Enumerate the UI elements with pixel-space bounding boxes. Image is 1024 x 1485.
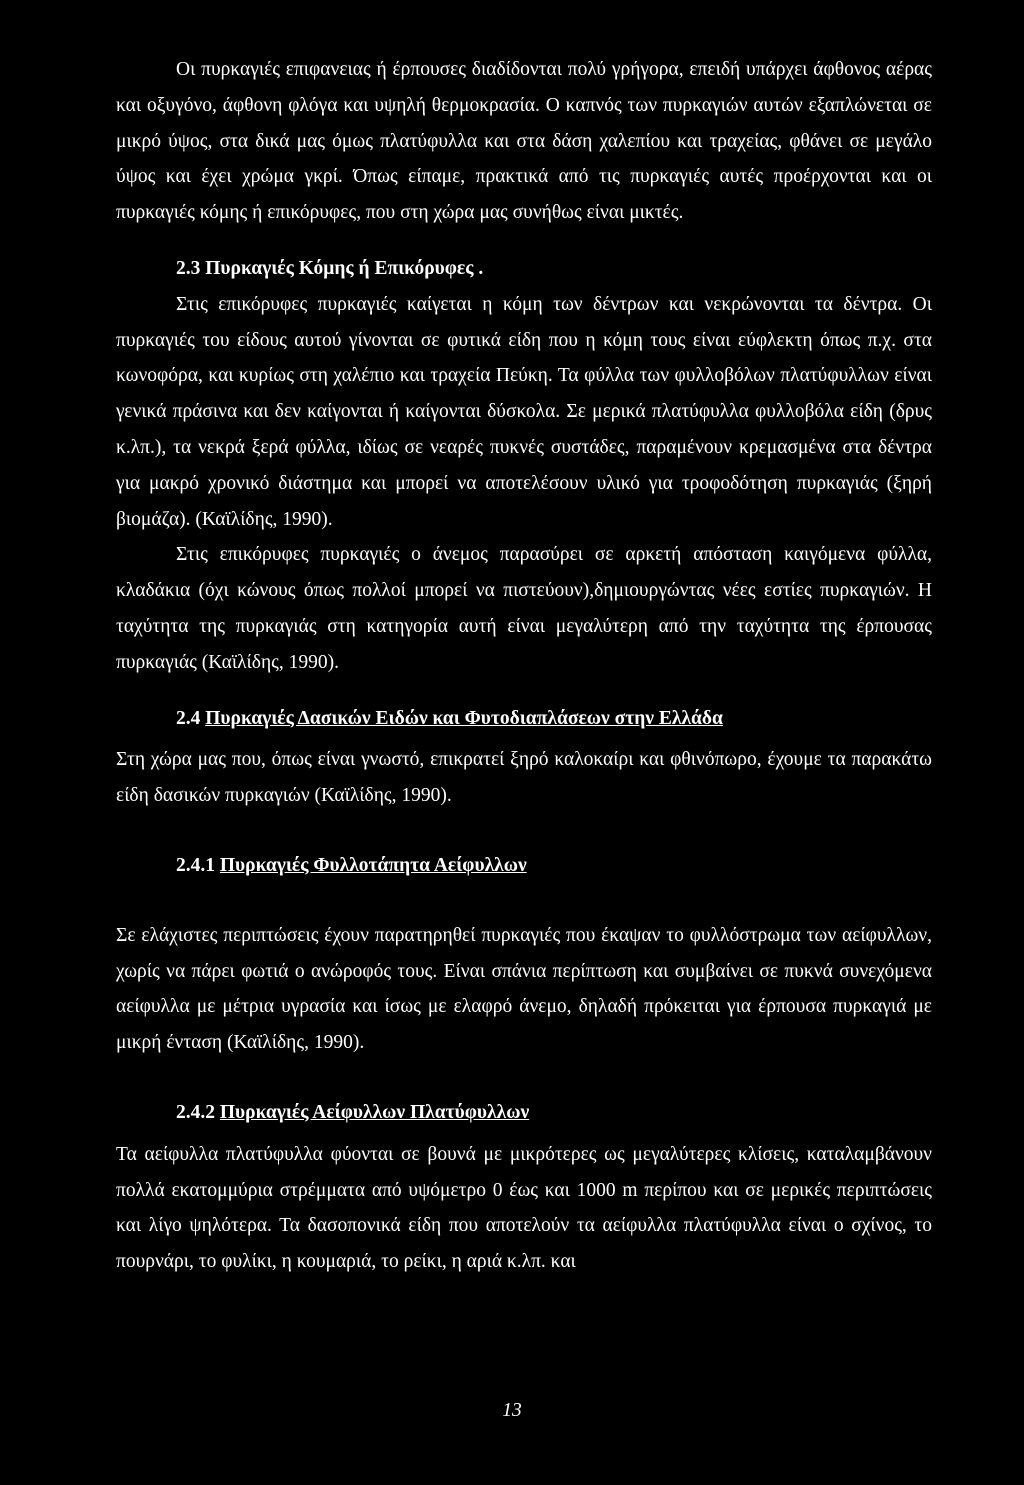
- paragraph-crown-fires: Στις επικόρυφες πυρκαγιές καίγεται η κόμη των δέντρων και νεκρώνονται τα δέντρα. Οι πυρκαγιές του είδους αυτού γίνονται σε φυτικά είδη που η κόμη τους είναι εύφλεκτη όπως π.χ. στα κωνοφόρα, και κυρίως στη χαλέπιο και τραχεία Πεύκη. Τα φύλλα των φυλλοβόλων πλατύφυλλων είναι γενικά πράσινα και δεν καίγονται ή καίγονται δύσκολα. Σε μερικά πλατύφυλλα φυλλοβόλα είδη (δρυς κ.λπ.), τα νεκρά ξερά φύλλα, ιδίως σε νεαρές πυκνές συστάδες, παραμένουν κρεμασμένα στα δέντρα για μακρό χρονικό διάστημα και μπορεί να αποτελέσουν υλικό για τροφοδότηση πυρκαγιάς (ξηρή βιομάζα). (Καϊλίδης, 1990).: [116, 293, 932, 530]
- paragraph-wind-spread: Στις επικόρυφες πυρκαγιές ο άνεμος παρασύρει σε αρκετή απόσταση καιγόμενα φύλλα, κλαδάκια (όχι κώνους όπως πολλοί μπορεί να πιστεύουν),δημιουργώντας νέες εστίες πυρκαγιών. Η ταχύτητα της πυρκαγιάς στη κατηγορία αυτή είναι μεγαλύτερη από την ταχύτητα της έρπουσας πυρκαγιάς (Καϊλίδης, 1990).: [116, 544, 932, 673]
- heading-2-3: 2.3 Πυρκαγιές Κόμης ή Επικόρυφες .: [176, 257, 484, 279]
- paragraph-litter-fires: Σε ελάχιστες περιπτώσεις έχουν παρατηρηθεί πυρκαγιές που έκαψαν το φυλλόστρωμα των αείφυλλων, χωρίς να πάρει φωτιά ο ανώροφός τους. Είναι σπάνια περίπτωση και συμβαίνει σε πυκνά συνεχόμενα αείφυλλα με μέτρια υγρασία και ίσως με ελαφρό άνεμο, δηλαδή πρόκειται για έρπουσα πυρκαγιά με μικρή ένταση (Καϊλίδης, 1990).: [116, 924, 932, 1054]
- paragraph-greece-fire-types: Στη χώρα μας που, όπως είναι γνωστό, επικρατεί ξηρό καλοκαίρι και φθινόπωρο, έχουμε τα παρακάτω είδη δασικών πυρκαγιών (Καϊλίδης, 1990).: [116, 749, 932, 807]
- heading-2-4-2-title: Πυρκαγιές Αείφυλλων Πλατύφυλλων: [219, 1101, 530, 1123]
- heading-2-4-2-number: 2.4.2: [176, 1101, 220, 1123]
- heading-2-4-1: [116, 848, 932, 884]
- paragraph-evergreen-broadleaves: Τα αείφυλλα πλατύφυλλα φύονται σε βουνά με μικρότερες ως μεγαλύτερες κλίσεις, καταλαμβάνουν πολλά εκατομμύρια στρέμματα από υψόμετρο 0 έως και 1000 m περίπου και σε μερικές περιπτώσεις και λίγο ψηλότερα. Τα δασοπονικά είδη που αποτελούν τα αείφυλλα πλατύφυλλα είναι ο σχίνος, το πουρνάρι, το φυλίκι, η κουμαριά, το ρείκι, η αριά κ.λπ. και: [116, 1143, 932, 1273]
- heading-2-4-part-b: Δασικών: [297, 707, 371, 729]
- heading-2-4-part-c: Ειδών και Φυτοδιαπλάσεων στην Ελλάδα: [370, 707, 723, 729]
- paragraph-surface-fires: Οι πυρκαγιές επιφανειας ή έρπουσες διαδίδονται πολύ γρήγορα, επειδή υπάρχει άφθονος αέρας και οξυγόνο, άφθονη φλόγα και υψηλή θερμοκρασία. Ο καπνός των πυρκαγιών αυτών εξαπλώνεται σε μικρό ύψος, στα δικά μας όμως πλατύφυλλα και στα δάση χαλεπίου και τραχείας, φθάνει σε μεγάλο ύψος και έχει χρώμα γκρί. Όπως είπαμε, πρακτικά από τις πυρκαγιές αυτές προέρχονται και οι πυρκαγιές κόμης ή επικόρυφες, που στη χώρα μας συνήθως είναι μικτές.: [116, 59, 932, 224]
- heading-2-4-number: 2.4: [176, 707, 206, 729]
- document-page: [116, 52, 932, 1280]
- heading-2-4-1-title: Πυρκαγιές Φυλλοτάπητα Αείφυλλων: [219, 854, 527, 876]
- heading-2-4-part-a: Πυρκαγιές: [205, 707, 298, 729]
- heading-2-4: [116, 701, 932, 737]
- heading-2-4-1-number: 2.4.1: [176, 854, 220, 876]
- heading-2-4-2: [116, 1095, 932, 1131]
- page-number: 13: [502, 1400, 522, 1421]
